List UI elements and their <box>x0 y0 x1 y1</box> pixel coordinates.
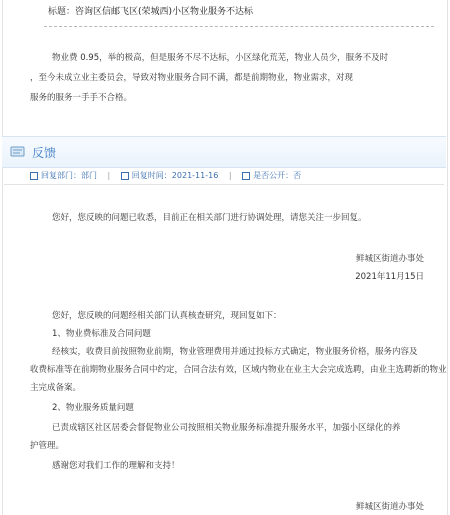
dept-label: 回复部门： <box>41 171 81 180</box>
reply2-point2-line-2: 护管理。 <box>30 441 65 451</box>
time-icon <box>121 172 129 180</box>
letter-title <box>48 4 253 17</box>
public-label: 是否公开： <box>253 171 294 180</box>
time-label: 回复时间： <box>131 171 172 180</box>
meta-separator: | <box>107 171 111 180</box>
public-value: 否 <box>293 171 302 180</box>
reply2-point1-line-1: 经核实，收费目前按照物业前期，物业管理费用并通过投标方式确定，物业服务价格，服务内容及 <box>52 347 418 357</box>
public-icon <box>242 172 250 180</box>
meta-divider <box>4 184 444 185</box>
feedback-header <box>2 136 446 168</box>
reply2-thanks: 感谢您对我们工作的理解和支持！ <box>52 461 180 471</box>
meta-separator: | <box>228 171 232 180</box>
title-divider <box>44 26 434 27</box>
feedback-icon <box>10 145 26 159</box>
reply2-point2-line-1: 已责成辖区社区居委会督促物业公司按照相关物业服务标准提升服务水平，加强小区绿化的养 <box>52 423 401 433</box>
reply2-point1-title: 1、物业费标准及合同问题 <box>52 329 151 339</box>
reply2-point1-line-3: 主完成备案。 <box>30 383 82 393</box>
letter-body-line-2: ，至今未成立业主委员会，导致对物业服务合同不满，都是前期物业，物业需求，对现 <box>30 73 354 83</box>
reply2-intro: 您好，您反映的问题经相关部门认真核查研究，现回复如下： <box>52 311 282 321</box>
reply2-point1-line-2: 收费标准等在前期物业服务合同中约定，合同合法有效，区域内物业在业主大会完成选聘，由业主选聘新的物业 <box>30 365 447 375</box>
time-value: 2021-11-16 <box>171 171 219 180</box>
dept-value: 部门 <box>81 171 97 180</box>
reply2-point2-title: 2、物业服务质量问题 <box>52 403 134 413</box>
letter-title-text: 咨询区信邮飞区(荣城西)小区物业服务不达标 <box>75 7 254 17</box>
reply1-text: 您好，您反映的问题已收悉，目前正在相关部门进行协调处理，请您关注一步回复。 <box>52 213 367 223</box>
dept-icon <box>30 172 38 180</box>
reply2-sign: 鲜城区街道办事处 <box>355 502 424 512</box>
feedback-meta <box>30 170 301 181</box>
letter-body-line-3: 服务的服务一手手不合格。 <box>30 93 133 103</box>
feedback-title: 反馈 <box>32 146 57 160</box>
letter-title-label: 标题： <box>48 7 76 17</box>
letter-body-line-1: 物业费 0.95，举的极高，但是服务不尽不达标，小区绿化荒芜，物业人员少，服务不及时 <box>52 53 389 63</box>
reply1-sign: 鲜城区街道办事处 <box>355 254 424 264</box>
reply1-date: 2021年11月15日 <box>355 272 424 282</box>
